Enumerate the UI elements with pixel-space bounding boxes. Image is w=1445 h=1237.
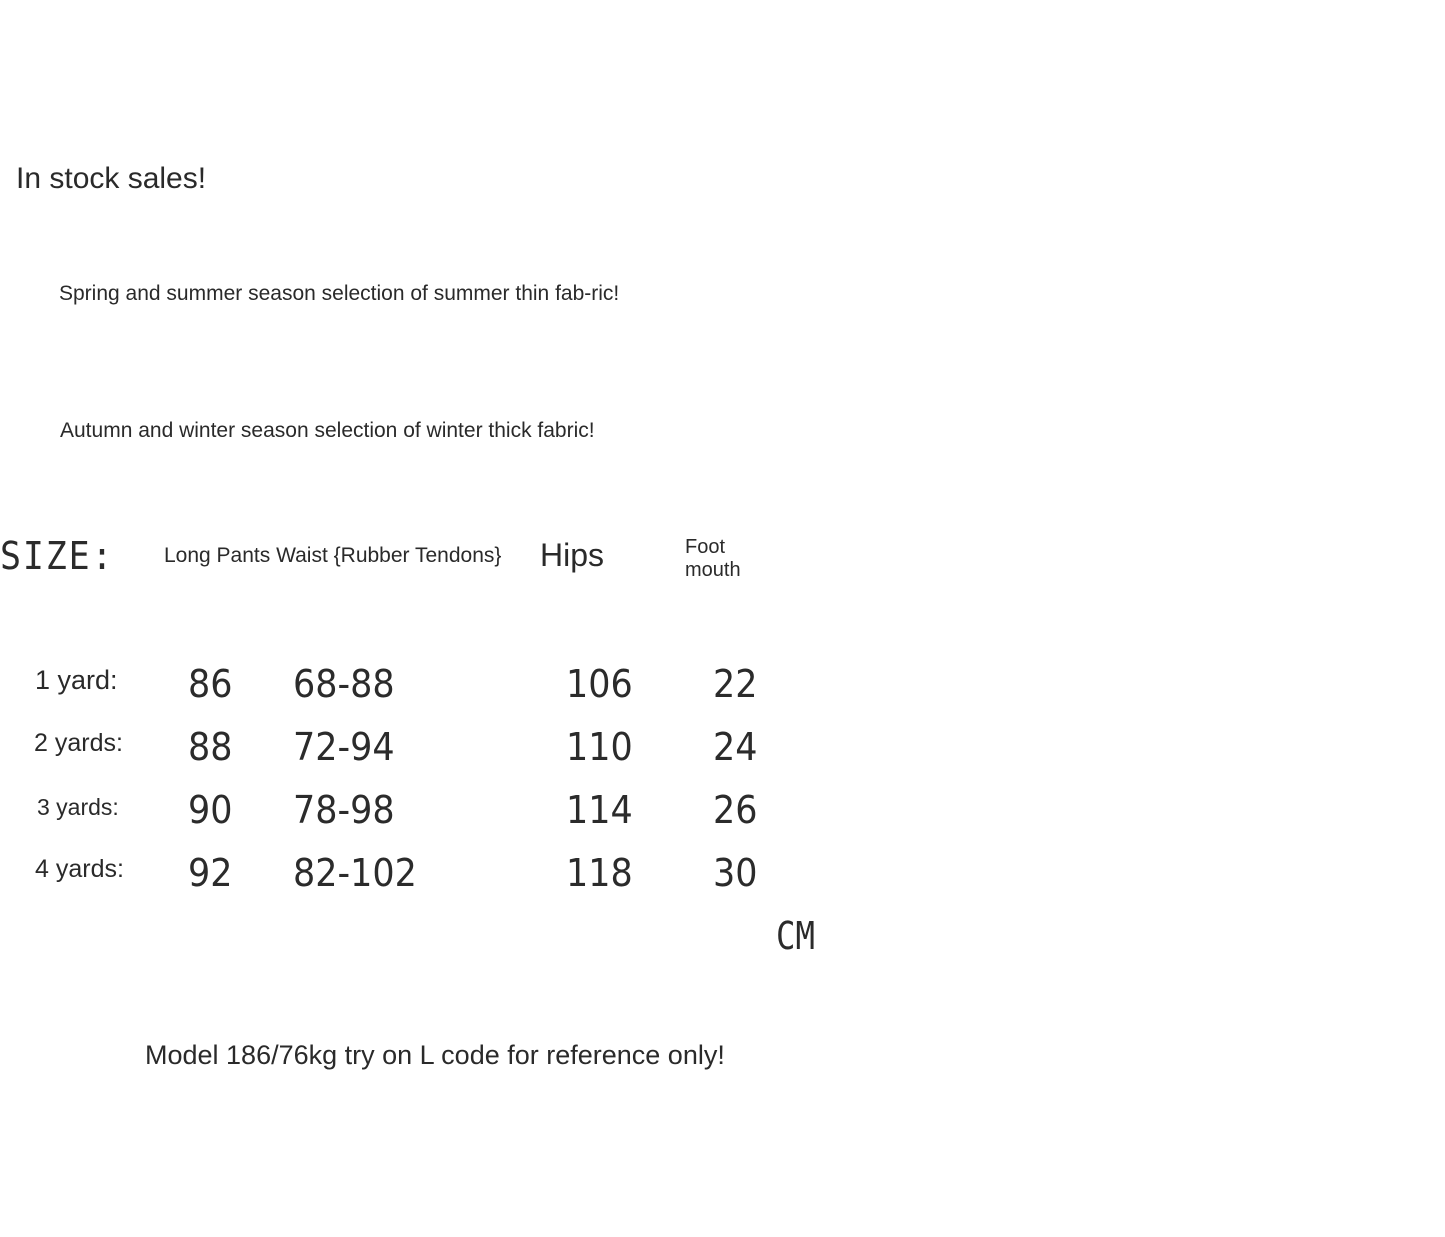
cell-foot: 30: [713, 851, 758, 895]
cell-hips: 106: [566, 662, 633, 706]
row-label: 3 yards:: [37, 794, 119, 820]
cell-length: 86: [188, 662, 233, 706]
cell-length: 90: [188, 788, 233, 832]
header-waist: Long Pants Waist {Rubber Tendons}: [164, 544, 502, 567]
cell-hips: 114: [566, 788, 633, 832]
cell-foot: 24: [713, 725, 758, 769]
cell-waist: 72-94: [293, 725, 395, 769]
cell-foot: 26: [713, 788, 758, 832]
header-hips: Hips: [540, 537, 605, 573]
spring-fabric-note: Spring and summer season selection of summer thin fab-ric!: [59, 282, 620, 305]
cell-length: 92: [188, 851, 233, 895]
autumn-fabric-note: Autumn and winter season selection of winter thick fabric!: [60, 419, 595, 442]
cell-waist: 78-98: [293, 788, 395, 832]
row-label: 2 yards:: [34, 729, 123, 757]
size-label: SIZE:: [0, 534, 115, 578]
cell-hips: 110: [566, 725, 633, 769]
cell-waist: 82-102: [293, 851, 417, 895]
cell-waist: 68-88: [293, 662, 395, 706]
stock-notice: In stock sales!: [16, 162, 207, 195]
unit-label: CM: [776, 914, 815, 958]
row-label: 4 yards:: [35, 855, 124, 883]
cell-hips: 118: [566, 851, 633, 895]
cell-length: 88: [188, 725, 233, 769]
row-label: 1 yard:: [35, 665, 118, 695]
cell-foot: 22: [713, 662, 758, 706]
header-foot-mouth: Foot mouth: [685, 536, 741, 581]
model-reference-note: Model 186/76kg try on L code for reference only!: [145, 1040, 725, 1070]
